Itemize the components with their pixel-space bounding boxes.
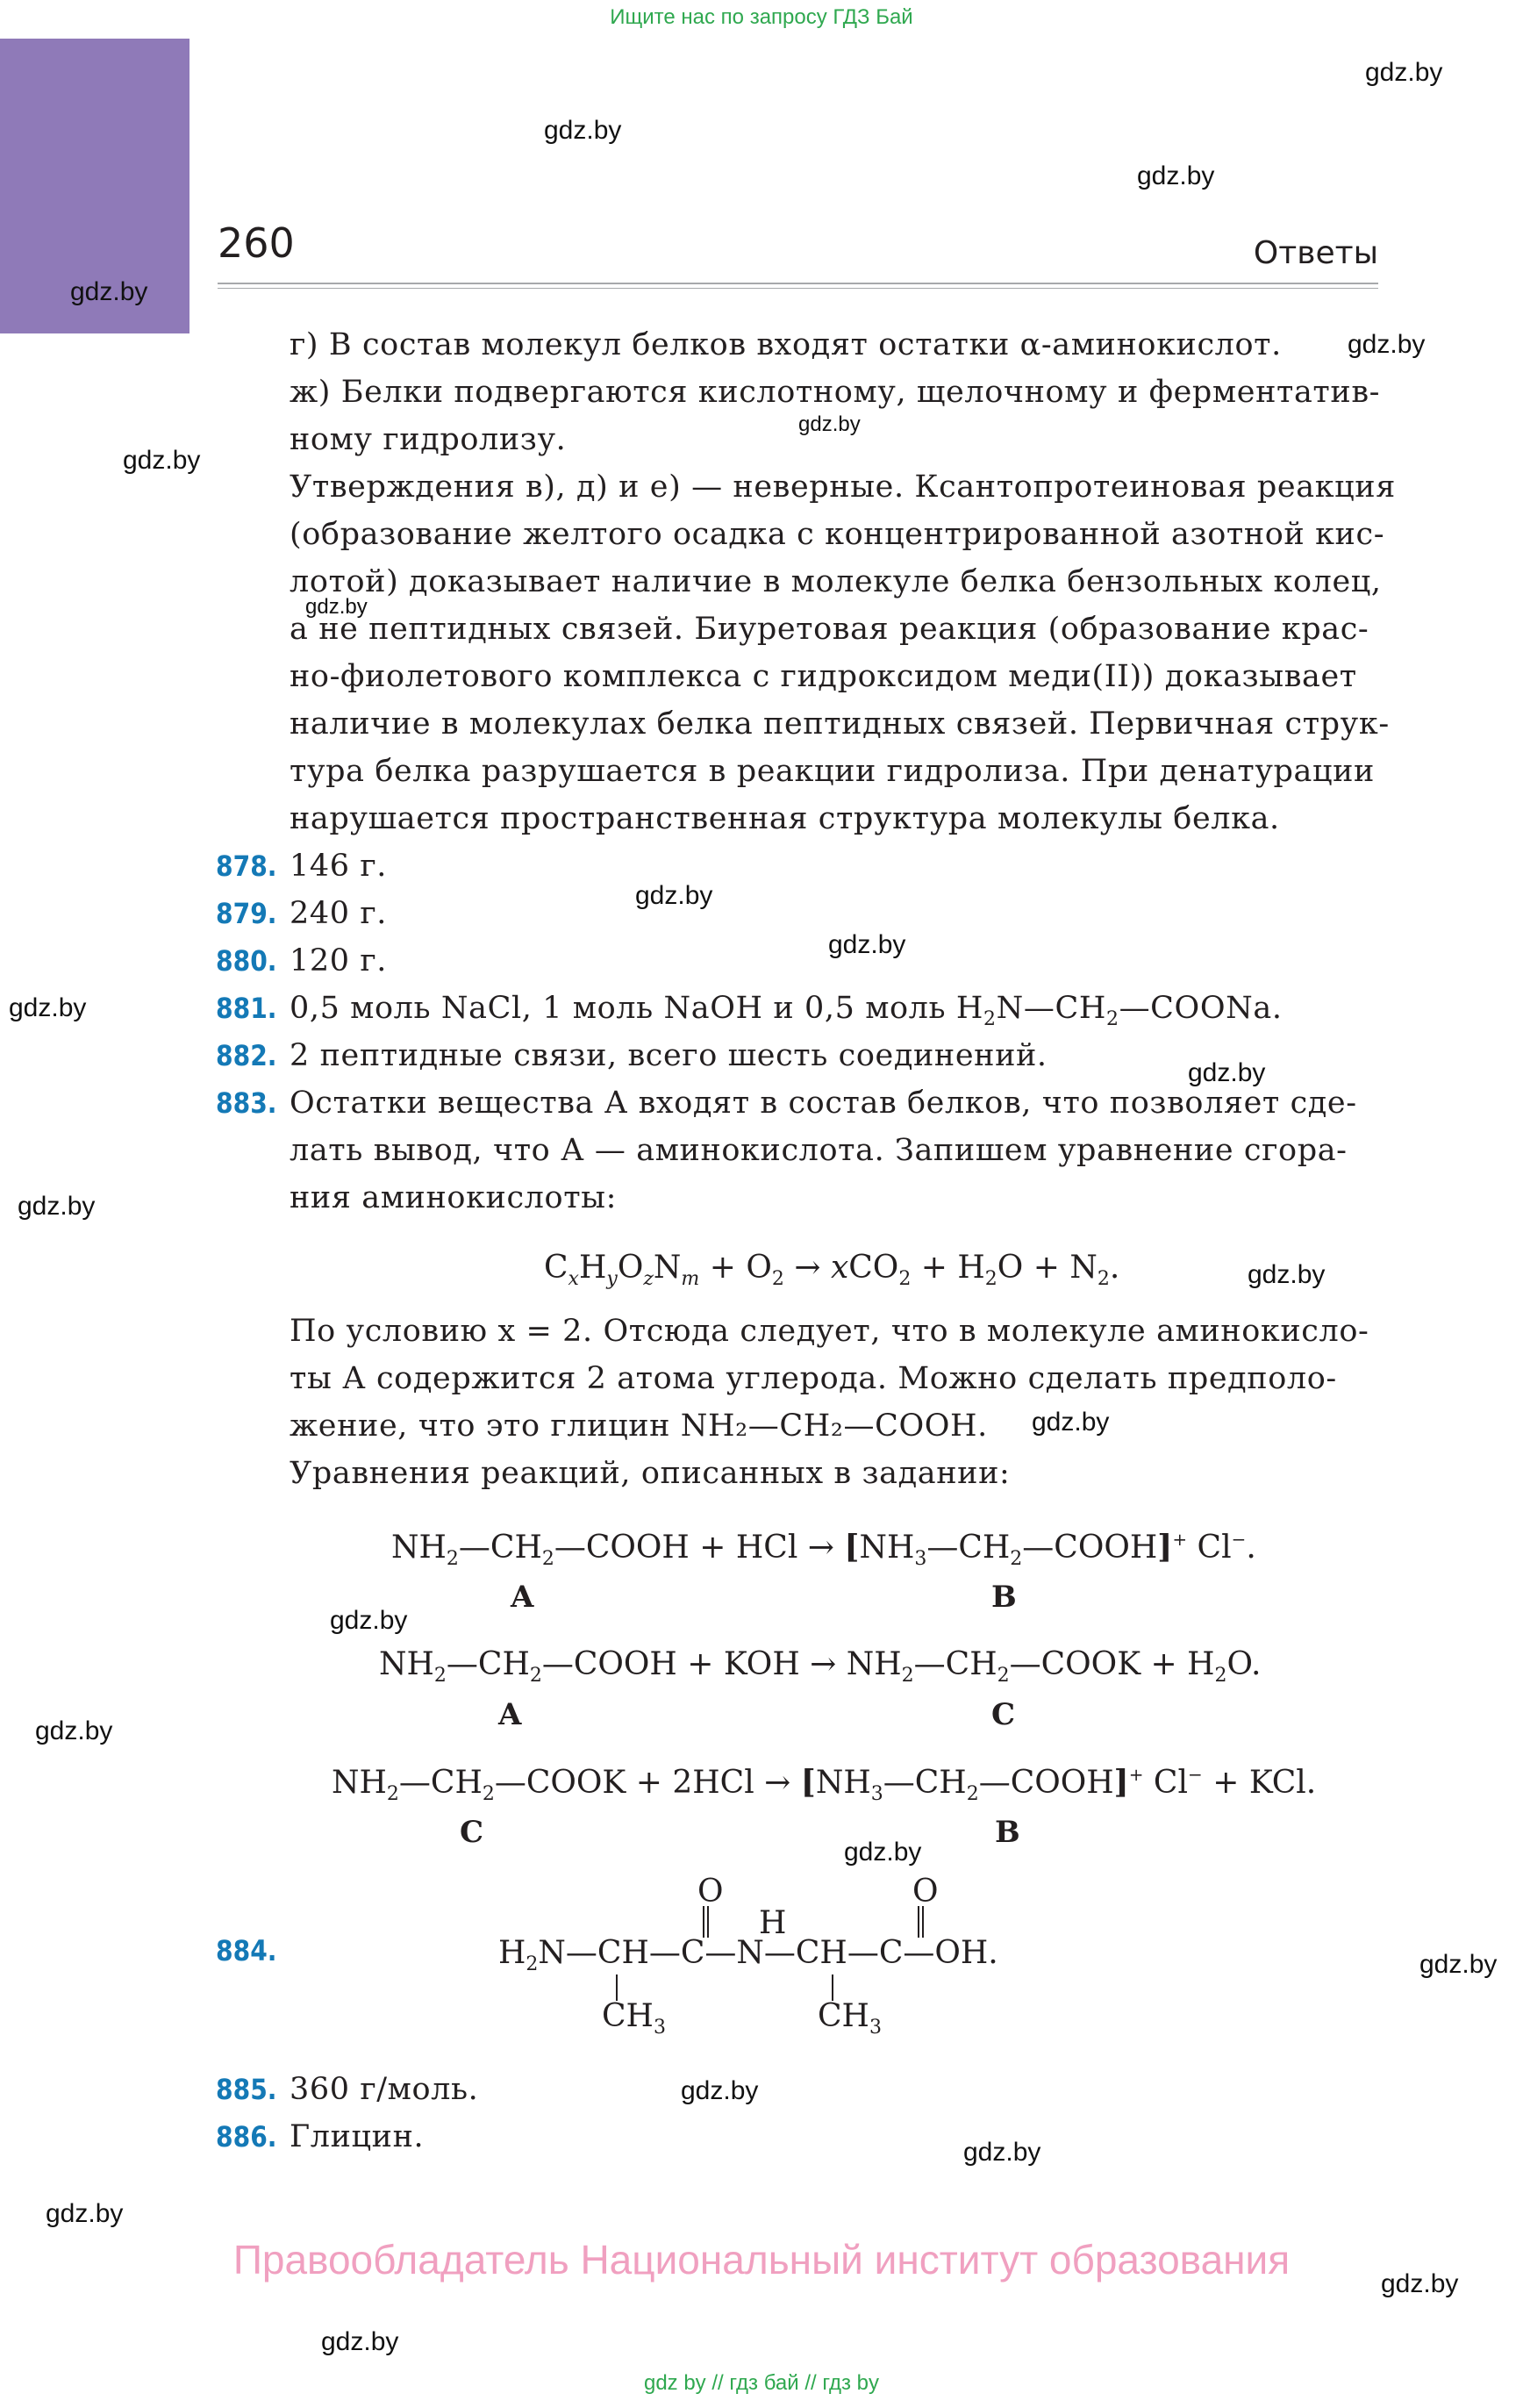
compound-label-a: A	[511, 1580, 534, 1615]
reaction-equation-3: $NH_2—CH_2—COOK + 2HCl$ → $[NH_3—CH_2—COOH]^+$ Cl− + KCl.	[332, 1764, 1317, 1805]
compound-label-c: C	[460, 1815, 484, 1850]
reaction-equation-1: $NH_2—CH_2—COOH$ + HCl → $[NH_3—CH_2—COOH]^+$ Cl−.	[391, 1529, 1256, 1570]
body-line: Утверждения в), д) и е) — неверные. Ксантопротеиновая реакция	[290, 469, 1396, 505]
answer-text-880: 120 г.	[290, 943, 387, 978]
answer-text-883: Уравнения реакций, описанных в задании:	[290, 1456, 1011, 1491]
body-line: ному гидролизу.	[290, 422, 567, 457]
watermark: gdz.by	[321, 2327, 399, 2356]
watermark: gdz.by	[544, 116, 622, 145]
section-title: Ответы	[1253, 235, 1378, 271]
watermark: gdz.by	[1188, 1058, 1266, 1087]
compound-label-c: C	[991, 1697, 1016, 1732]
watermark: gdz.by	[1032, 1408, 1110, 1437]
watermark: gdz.by	[1248, 1260, 1326, 1289]
watermark: gdz.by	[844, 1838, 922, 1867]
compound-label-b: B	[991, 1580, 1017, 1615]
body-line: но-фиолетового комплекса с гидроксидом меди(II)) доказывает	[290, 659, 1357, 694]
watermark: gdz.by	[18, 1192, 96, 1221]
watermark: gdz.by	[70, 277, 148, 306]
watermark: gdz.by	[1348, 330, 1426, 359]
answer-number-886: 886.	[216, 2120, 277, 2154]
answer-text-881: 0,5 моль NaCl, 1 моль NaOH и 0,5 моль $H_2N—CH_2—COONa$.	[290, 991, 1283, 1030]
watermark: gdz.by	[46, 2199, 124, 2228]
header-divider	[218, 283, 1378, 284]
watermark: gdz.by	[798, 412, 861, 436]
body-line: нарушается пространственная структура молекулы белка.	[290, 801, 1280, 836]
body-line: ж) Белки подвергаются кислотному, щелочному и ферментатив-	[290, 375, 1381, 410]
answer-number-882: 882.	[216, 1039, 277, 1072]
answer-number-885: 885.	[216, 2073, 277, 2106]
header-divider-thin	[218, 288, 1378, 289]
answer-number-881: 881.	[216, 992, 277, 1025]
watermark: gdz.by	[123, 446, 201, 475]
body-line: (образование желтого осадка с концентрированной азотной кис-	[290, 517, 1385, 552]
answer-text-883: лать вывод, что А — аминокислота. Запишем уравнение сгора-	[290, 1133, 1348, 1168]
body-line: тура белка разрушается в реакции гидролиза. При денатурации	[290, 754, 1375, 789]
answer-number-880: 880.	[216, 944, 277, 978]
body-line: наличие в молекулах белка пептидных связей. Первичная струк-	[290, 706, 1390, 742]
watermark: gdz.by	[1419, 1950, 1498, 1979]
watermark: gdz.by	[1137, 161, 1215, 190]
watermark: gdz.by	[330, 1606, 408, 1635]
answer-number-878: 878.	[216, 849, 277, 883]
watermark: gdz.by	[963, 2138, 1041, 2167]
answer-text-878: 146 г.	[290, 849, 387, 884]
combustion-equation: $C_xH_yO_zN_m + O_2 \to xCO_2 + H_2O + N_2$.	[544, 1250, 1120, 1290]
answer-text-882: 2 пептидные связи, всего шесть соединений.	[290, 1038, 1048, 1073]
bottom-site-links[interactable]: gdz by // гдз бай // гдз by	[643, 2371, 880, 2395]
watermark: gdz.by	[828, 930, 906, 959]
watermark: gdz.by	[305, 595, 368, 619]
answer-number-884: 884.	[216, 1934, 277, 1967]
page-number: 260	[218, 219, 295, 267]
watermark: gdz.by	[1381, 2269, 1459, 2298]
copyright-note: Правообладатель Национальный институт образования	[232, 2237, 1291, 2283]
answer-text-883: ния аминокислоты:	[290, 1180, 618, 1215]
answer-number-883: 883.	[216, 1086, 277, 1120]
compound-label-b: B	[995, 1815, 1020, 1850]
watermark: gdz.by	[35, 1716, 113, 1745]
watermark: gdz.by	[9, 993, 87, 1022]
body-line: г) В состав молекул белков входят остатки α-аминокислот.	[290, 327, 1282, 362]
answer-text-883: По условию x = 2. Отсюда следует, что в молекуле аминокисло-	[290, 1314, 1369, 1349]
top-search-hint[interactable]: Ищите нас по запросу ГДЗ Бай	[610, 5, 913, 29]
body-line: а не пептидных связей. Биуретовая реакция (образование крас-	[290, 612, 1369, 647]
answer-text-883: Остатки вещества А входят в состав белков, что позволяет сде-	[290, 1086, 1357, 1121]
watermark: gdz.by	[681, 2076, 759, 2105]
body-line: лотой) доказывает наличие в молекуле белка бензольных колец,	[290, 564, 1382, 599]
answer-text-886: Глицин.	[290, 2119, 425, 2154]
compound-label-a: A	[498, 1697, 522, 1732]
answer-number-879: 879.	[216, 897, 277, 930]
answer-text-883: жение, что это глицин NH₂—CH₂—COOH.	[290, 1408, 988, 1444]
answer-text-883: ты А содержится 2 атома углерода. Можно сделать предполо-	[290, 1361, 1337, 1396]
answer-text-879: 240 г.	[290, 896, 387, 931]
watermark: gdz.by	[635, 881, 713, 910]
reaction-equation-2: $NH_2—CH_2—COOH$ + KOH → $NH_2—CH_2—COOK + H_2O$.	[379, 1646, 1262, 1687]
watermark: gdz.by	[1365, 58, 1443, 87]
answer-text-885: 360 г/моль.	[290, 2072, 479, 2107]
